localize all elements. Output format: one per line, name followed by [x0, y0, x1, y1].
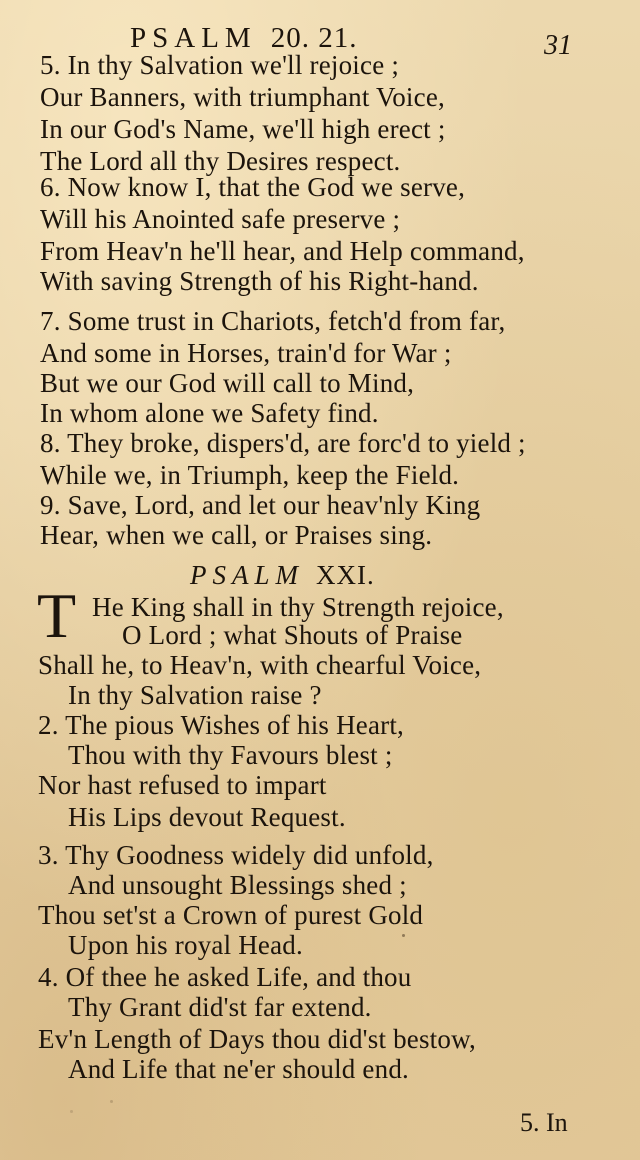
catchword: 5. In [520, 1108, 568, 1137]
verse-line: 8. They broke, dispers'd, are forc'd to yield ; [40, 428, 526, 458]
verse-line: O Lord ; what Shouts of Praise [122, 620, 463, 650]
verse-line: In our God's Name, we'll high erect ; [40, 114, 446, 144]
drop-cap: T [37, 580, 77, 651]
verse-line: His Lips devout Request. [68, 802, 346, 832]
psalm-title [190, 560, 375, 591]
verse-line: In whom alone we Safety find. [40, 398, 379, 428]
paper-speck [110, 1100, 113, 1103]
verse-line: He King shall in thy Strength rejoice, [92, 592, 504, 622]
verse-line: Will his Anointed safe preserve ; [40, 204, 401, 234]
verse-line: But we our God will call to Mind, [40, 368, 415, 398]
verse-line: 5. In thy Salvation we'll rejoice ; [40, 50, 400, 80]
psalm-title-word: PSALM [190, 560, 304, 590]
verse-line: Thou set'st a Crown of purest Gold [38, 900, 424, 930]
verse-line: And Life that ne'er should end. [68, 1054, 409, 1084]
verse-line: Thy Grant did'st far extend. [68, 992, 372, 1022]
verse-line: And some in Horses, train'd for War ; [40, 338, 452, 368]
verse-line: And unsought Blessings shed ; [68, 870, 407, 900]
paper-speck [402, 934, 405, 937]
paper-speck [70, 1110, 73, 1113]
verse-line: Upon his royal Head. [68, 930, 303, 960]
psalm-title-numeral: XXI. [316, 560, 375, 590]
verse-line: 2. The pious Wishes of his Heart, [38, 710, 404, 740]
page-number: 31 [544, 30, 572, 61]
running-head-psalm-numbers: 20. 21. [270, 22, 358, 54]
running-head-psalm: PSALM [130, 22, 257, 54]
verse-line: Thou with thy Favours blest ; [68, 740, 393, 770]
verse-line: The Lord all thy Desires respect. [40, 146, 401, 176]
verse-line: Nor hast refused to impart [38, 770, 327, 800]
verse-line: Our Banners, with triumphant Voice, [40, 82, 445, 112]
verse-line: Hear, when we call, or Praises sing. [40, 520, 433, 550]
verse-line: Shall he, to Heav'n, with chearful Voice, [38, 650, 482, 680]
verse-line: 7. Some trust in Chariots, fetch'd from far, [40, 306, 506, 336]
verse-line: While we, in Triumph, keep the Field. [40, 460, 460, 490]
verse-line: 9. Save, Lord, and let our heav'nly King [40, 490, 481, 520]
verse-line: 4. Of thee he asked Life, and thou [38, 962, 412, 992]
verse-line: From Heav'n he'll hear, and Help command, [40, 236, 525, 266]
verse-line: 6. Now know I, that the God we serve, [40, 172, 466, 202]
verse-line: With saving Strength of his Right-hand. [40, 266, 479, 296]
verse-line: 3. Thy Goodness widely did unfold, [38, 840, 434, 870]
verse-line: Ev'n Length of Days thou did'st bestow, [38, 1024, 476, 1054]
verse-line: In thy Salvation raise ? [68, 680, 322, 710]
